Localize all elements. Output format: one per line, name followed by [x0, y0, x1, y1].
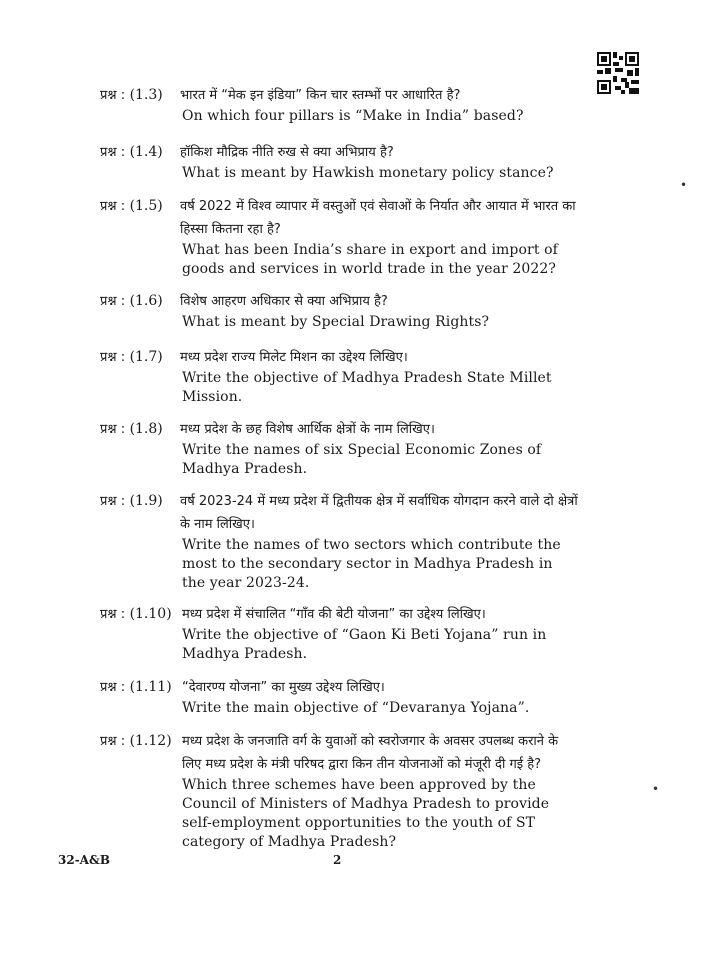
question-number: (1.3) [129, 87, 163, 103]
question-english: On which four pillars is “Make in India” based? [182, 108, 524, 124]
question-hindi: “देवारण्य योजना” का मुख्य उद्देश्य लिखिए। [182, 680, 385, 695]
question-label: प्रश्न : [100, 422, 126, 437]
question-label: प्रश्न : [100, 494, 126, 509]
question-1-10 [100, 603, 580, 664]
question-hindi: वर्ष 2022 में विश्व व्यापार में वस्तुओं एवं सेवाओं के निर्यात और आयात में भारत का हिस्सा कितना रहा है? [180, 199, 576, 237]
question-label: प्रश्न : [100, 607, 126, 622]
question-english: Write the names of six Special Economic Zones of Madhya Pradesh. [182, 442, 542, 477]
question-english: Write the names of two sectors which contribute the most to the secondary sector in Madhya Pradesh in the year 2023-24. [182, 537, 561, 591]
question-english: What has been India’s share in export and import of goods and services in world trade in the year 2022? [182, 242, 558, 277]
question-english: Which three schemes have been approved by the Council of Ministers of Madhya Pradesh to provide self-employment opportunities to the youth of ST category of Madhya Pradesh? [182, 777, 550, 850]
question-label: प्रश्न : [100, 294, 126, 309]
page-number: 2 [333, 853, 342, 867]
paper-code: 32-A&B [58, 853, 110, 867]
question-number: (1.7) [129, 349, 163, 365]
question-english: Write the main objective of “Devaranya Yojana”. [182, 700, 530, 716]
question-label: प्रश्न : [100, 88, 126, 103]
question-1-5 [100, 195, 580, 279]
question-1-3 [100, 84, 580, 126]
question-hindi: भारत में “मेक इन इंडिया” किन चार स्तम्भों पर आधारित है? [180, 88, 461, 103]
question-number: (1.4) [129, 144, 163, 160]
question-1-12 [100, 730, 580, 852]
question-number: (1.11) [129, 679, 172, 695]
question-number: (1.8) [129, 421, 163, 437]
question-hindi: मध्य प्रदेश में संचालित “गाँव की बेटी योजना” का उद्देश्य लिखिए। [182, 607, 486, 622]
question-number: (1.5) [129, 198, 163, 214]
question-number: (1.12) [129, 733, 172, 749]
question-1-4 [100, 141, 580, 183]
question-english: What is meant by Hawkish monetary policy stance? [182, 165, 554, 181]
question-hindi: वर्ष 2023-24 में मध्य प्रदेश में द्वितीयक क्षेत्र में सर्वाधिक योगदान करने वाले दो क्षेत्रों के नाम लिखिए। [180, 494, 578, 532]
question-english: Write the objective of Madhya Pradesh State Millet Mission. [182, 370, 552, 405]
question-label: प्रश्न : [100, 145, 126, 160]
pen-mark: • [680, 178, 688, 192]
question-1-11 [100, 676, 580, 718]
question-hindi: मध्य प्रदेश के छह विशेष आर्थिक क्षेत्रों के नाम लिखिए। [180, 422, 435, 437]
question-hindi: विशेष आहरण अधिकार से क्या अभिप्राय है? [180, 294, 388, 309]
question-label: प्रश्न : [100, 680, 126, 695]
question-number: (1.9) [129, 493, 163, 509]
question-hindi: मध्य प्रदेश राज्य मिलेट मिशन का उद्देश्य लिखिए। [180, 350, 408, 365]
question-1-6 [100, 290, 580, 332]
question-english: What is meant by Special Drawing Rights? [182, 314, 490, 330]
question-hindi: हॉकिश मौद्रिक नीति रुख से क्या अभिप्राय है? [180, 145, 394, 160]
question-hindi: मध्य प्रदेश के जनजाति वर्ग के युवाओं को स्वरोजगार के अवसर उपलब्ध कराने के लिए मध्य प्रदेश के मंत्री परिषद द्वारा किन तीन योजनाओं को मंजूरी दी गई है? [182, 734, 559, 772]
question-number: (1.6) [129, 293, 163, 309]
question-label: प्रश्न : [100, 734, 126, 749]
question-1-7 [100, 346, 580, 407]
question-label: प्रश्न : [100, 199, 126, 214]
question-1-8 [100, 418, 580, 479]
question-label: प्रश्न : [100, 350, 126, 365]
qr-code-icon [597, 52, 639, 94]
question-number: (1.10) [129, 606, 172, 622]
pen-mark: • [652, 782, 660, 796]
question-english: Write the objective of “Gaon Ki Beti Yojana” run in Madhya Pradesh. [182, 627, 547, 662]
question-1-9 [100, 490, 580, 593]
